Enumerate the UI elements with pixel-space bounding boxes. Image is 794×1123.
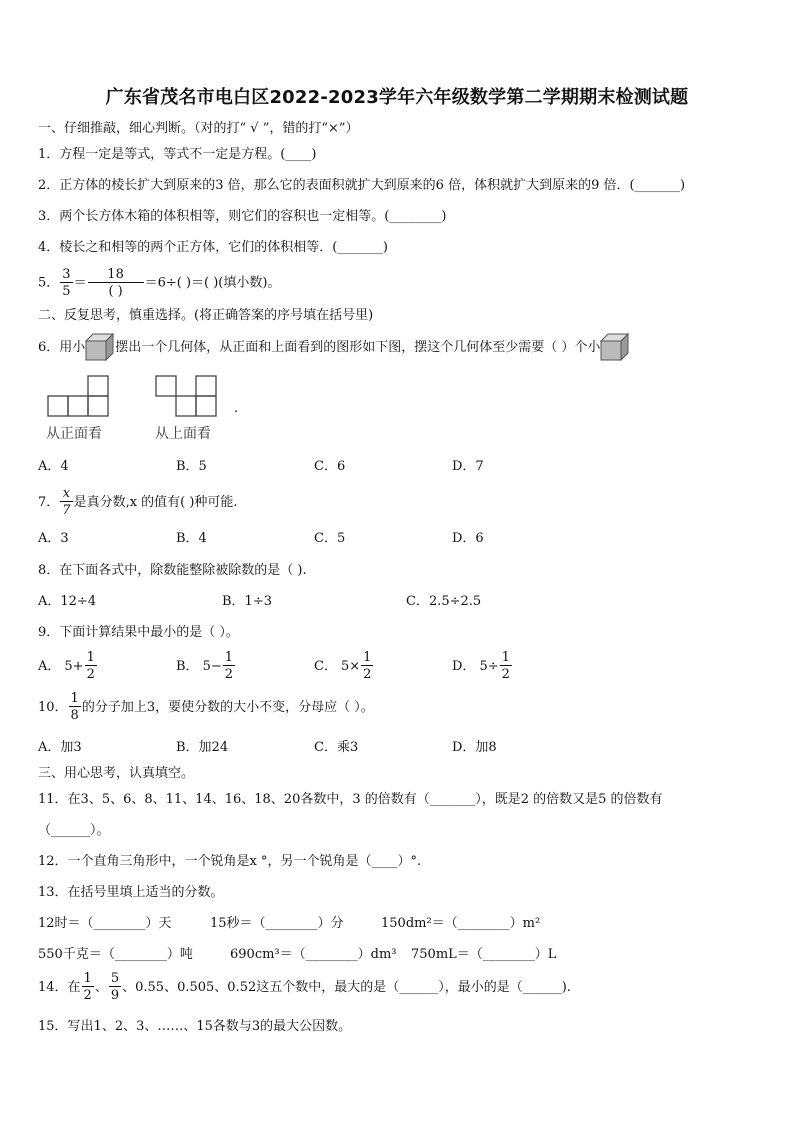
numerator: x xyxy=(60,487,72,502)
question-11: 11．在3、5、6、8、11、14、16、18、20各数中，3 的倍数有（_______），既是2 的倍数又是5 的倍数有 xyxy=(38,792,663,807)
denominator: 8 xyxy=(70,708,79,723)
numerator: 5 xyxy=(110,971,120,986)
top-view-label: 从上面看 xyxy=(155,426,211,442)
question-number: 7． xyxy=(38,494,60,510)
denominator: 2 xyxy=(86,667,95,682)
numerator: 1 xyxy=(86,650,95,665)
option-b: B．1÷3 xyxy=(222,594,272,609)
option-a: A．3 xyxy=(38,531,69,546)
fraction xyxy=(60,487,72,517)
small-cube-icon xyxy=(85,333,115,361)
period: . xyxy=(234,401,239,416)
option-c: C．2.5÷2.5 xyxy=(406,594,482,609)
question-10 xyxy=(38,692,374,722)
question-8: 8．在下面各式中，除数能整除被除数的是（ ). xyxy=(38,563,307,578)
conversion-item: 690cm³＝（________）dm³ xyxy=(230,947,397,962)
question-7 xyxy=(38,487,238,517)
question-5 xyxy=(38,268,280,298)
front-view-label: 从正面看 xyxy=(46,426,102,442)
conversion-item: 15秒＝（________）分 xyxy=(210,916,344,931)
question-5-rest: ＝6÷( )＝( )(填小数)。 xyxy=(144,275,281,291)
section-1-header: 一、仔细推敲，细心判断。（对的打“ √ ”，错的打“×”） xyxy=(38,121,359,136)
question-13: 13．在括号里填上适当的分数。 xyxy=(38,885,224,900)
denominator: 2 xyxy=(501,667,510,682)
denominator: 7 xyxy=(62,503,71,518)
option-c: C．6 xyxy=(314,459,346,474)
fraction xyxy=(69,692,81,722)
equals: ＝ xyxy=(73,275,87,291)
question-6-text-b: 摆出一个几何体，从正面和上面看到的图形如下图，摆这个几何体至少需要（ ）个小 xyxy=(115,339,601,355)
conversion-item: 12时＝（________）天 xyxy=(38,916,172,931)
numerator: 1 xyxy=(70,691,79,706)
numerator: 1 xyxy=(83,971,92,986)
conversion-item: 550千克＝（________）吨 xyxy=(38,947,193,962)
question-11-continued: （______）。 xyxy=(38,823,110,838)
option-d: D．6 xyxy=(452,531,484,546)
top-view-figure xyxy=(154,375,218,417)
conversion-item: 150dm²＝（________）m² xyxy=(381,916,541,931)
question-14 xyxy=(38,972,571,1002)
option-c xyxy=(314,651,374,681)
fraction xyxy=(109,972,121,1002)
option-expression: 5+ xyxy=(64,658,84,674)
question-14-rest: 、0.55、0.505、0.52这五个数中，最大的是（______），最小的是（______). xyxy=(122,979,571,995)
fraction xyxy=(82,972,94,1002)
denominator: ( ) xyxy=(108,284,123,299)
question-9: 9．下面计算结果中最小的是（ ）。 xyxy=(38,625,239,640)
option-a xyxy=(38,651,98,681)
option-a: A．加3 xyxy=(38,740,82,755)
fraction xyxy=(500,651,512,681)
option-expression: 5× xyxy=(340,658,361,674)
option-d: D．加8 xyxy=(452,740,497,755)
option-a: A．12÷4 xyxy=(38,594,97,609)
section-3-header: 三、用心思考，认真填空。 xyxy=(38,766,195,781)
question-number: 14．在 xyxy=(38,979,81,995)
question-2: 2．正方体的棱长扩大到原来的3 倍，那么它的表面积就扩大到原来的6 倍，体积就扩大到原来的9 倍．(_______) xyxy=(38,178,686,193)
conversion-item: 750mL＝（________）L xyxy=(411,947,557,962)
question-15: 15．写出1、2、3、……、15各数与3的最大公因数。 xyxy=(38,1019,352,1034)
option-b: B．4 xyxy=(176,531,207,546)
question-7-rest: 是真分数,x 的值有( )种可能. xyxy=(73,494,238,510)
option-label: B． xyxy=(176,658,199,674)
numerator: 1 xyxy=(224,650,234,665)
fraction xyxy=(85,651,97,681)
small-cube-icon xyxy=(600,333,630,361)
denominator: 9 xyxy=(110,988,120,1003)
option-c: C．5 xyxy=(314,531,346,546)
option-b: B．5 xyxy=(176,459,207,474)
denominator: 2 xyxy=(363,667,372,682)
question-6 xyxy=(38,332,630,362)
question-10-rest: 的分子加上3，要使分数的大小不变，分母应（ ）。 xyxy=(81,699,374,715)
separator: 、 xyxy=(94,979,108,995)
denominator: 2 xyxy=(224,667,234,682)
option-d xyxy=(452,651,513,681)
question-number: 5． xyxy=(38,275,60,291)
option-b xyxy=(176,651,236,681)
numerator: 18 xyxy=(88,268,144,283)
question-1: 1．方程一定是等式，等式不一定是方程。(____) xyxy=(38,147,317,162)
option-c: C．乘3 xyxy=(314,740,359,755)
front-view-figure xyxy=(46,375,110,417)
denominator: 5 xyxy=(62,284,71,299)
option-a: A．4 xyxy=(38,459,69,474)
question-4: 4．棱长之和相等的两个正方体，它们的体积相等．(_______) xyxy=(38,240,388,255)
denominator: 2 xyxy=(83,988,92,1003)
fraction xyxy=(88,268,144,298)
fraction xyxy=(223,651,235,681)
option-d: D．7 xyxy=(452,459,484,474)
numerator: 3 xyxy=(62,267,71,282)
numerator: 1 xyxy=(501,650,510,665)
question-3: 3．两个长方体木箱的体积相等，则它们的容积也一定相等。(________) xyxy=(38,209,447,224)
fraction xyxy=(60,268,72,298)
option-label: C． xyxy=(314,658,337,674)
question-12: 12．一个直角三角形中，一个锐角是x °，另一个锐角是（____）°. xyxy=(38,854,422,869)
option-label: A． xyxy=(38,658,61,674)
option-label: D． xyxy=(452,658,476,674)
option-expression: 5÷ xyxy=(479,658,499,674)
fraction xyxy=(361,651,373,681)
option-b: B．加24 xyxy=(176,740,229,755)
section-2-header: 二、反复思考，慎重选择。(将正确答案的序号填在括号里) xyxy=(38,308,374,323)
option-expression: 5− xyxy=(202,658,222,674)
page-title: 广东省茂名市电白区2022-2023学年六年级数学第二学期期末检测试题 xyxy=(105,87,689,108)
question-6-text-a: 6．用小 xyxy=(38,339,86,355)
question-number: 10． xyxy=(38,699,68,715)
numerator: 1 xyxy=(363,650,372,665)
